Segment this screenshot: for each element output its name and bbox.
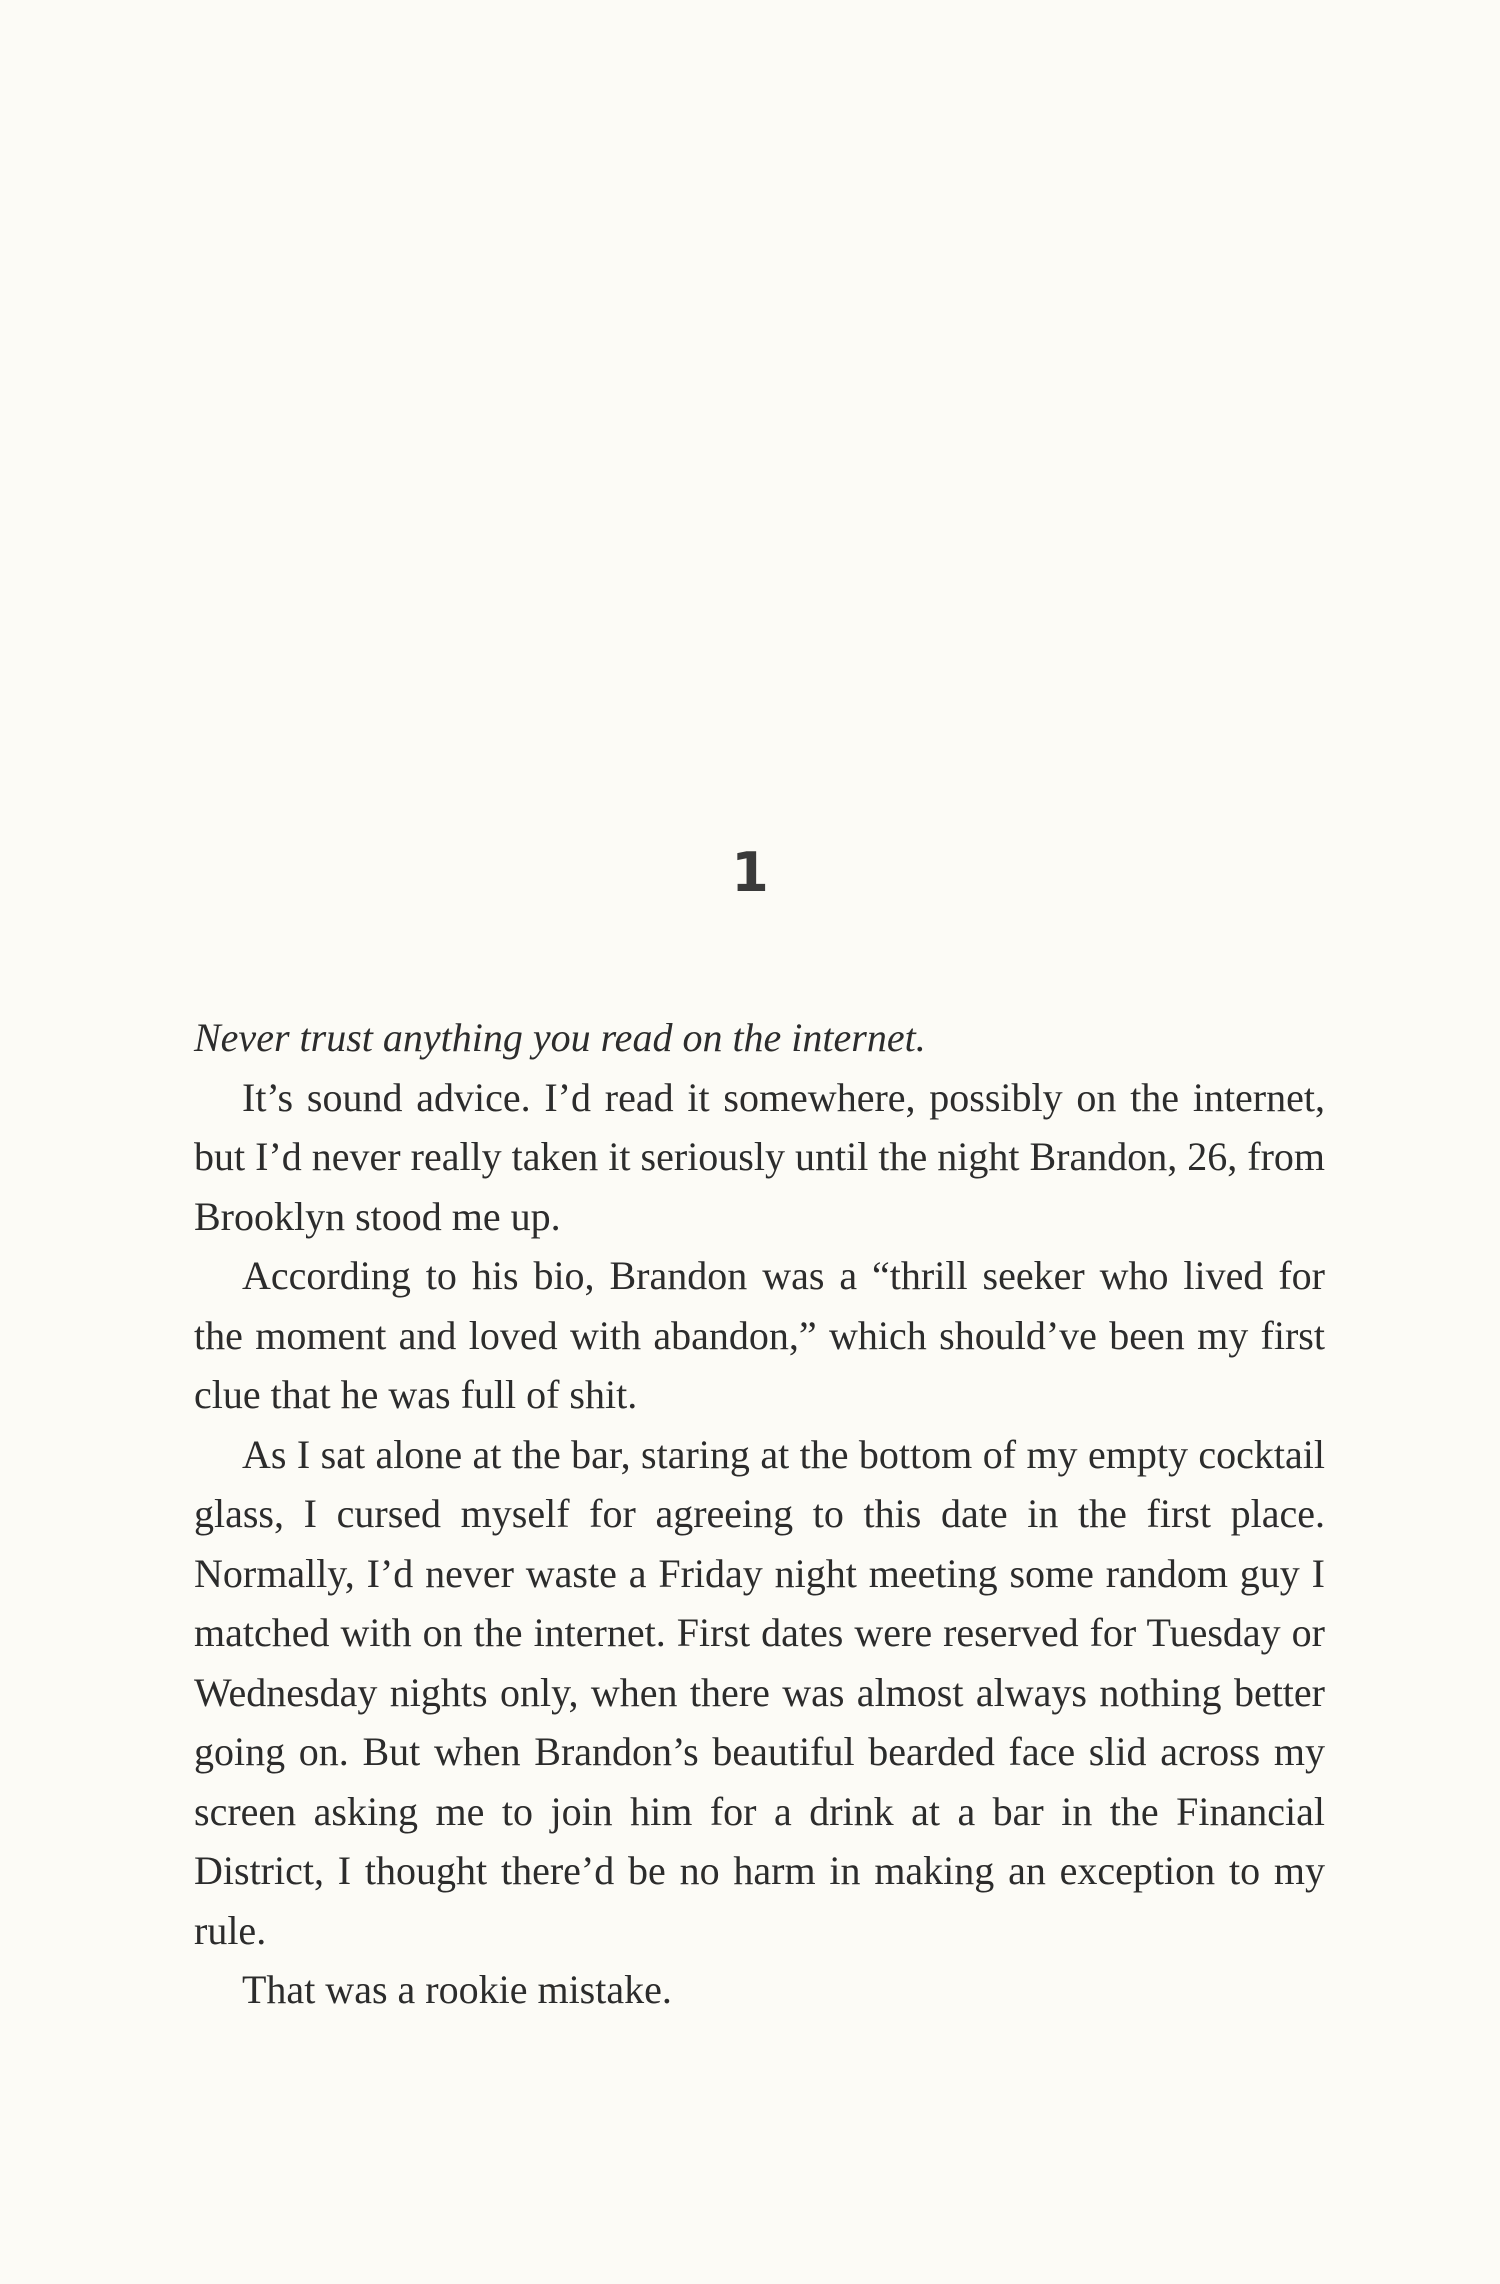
paragraph: It’s sound advice. I’d read it somewhere, possibly on the internet, but I’d never really taken it seriously until the night Brandon, 26, from Brooklyn stood me up.: [194, 1074, 1325, 1239]
paragraph: As I sat alone at the bar, staring at the bottom of my empty cocktail glass, I cursed myself for agreeing to this date in the first place. Normally, I’d never waste a Friday night meeting some random guy I matched with on the internet. First dates were reserved for Tuesday or Wednesday nights only, when there was almost always nothing better going on. But when Brandon’s beautiful bearded face slid across my screen asking me to join him for a drink at a bar in the Financial District, I thought there’d be no harm in making an exception to my rule.: [194, 1431, 1325, 1953]
chapter-number: 1: [731, 841, 769, 904]
paragraph: According to his bio, Brandon was a “thrill seeker who lived for the moment and loved with abandon,” which should’ve been my first clue that he was full of shit.: [194, 1253, 1325, 1417]
epigraph-line: Never trust anything you read on the internet.: [194, 1015, 926, 1060]
chapter-body: [194, 1008, 1325, 2020]
paragraph: That was a rookie mistake.: [242, 1967, 672, 2012]
